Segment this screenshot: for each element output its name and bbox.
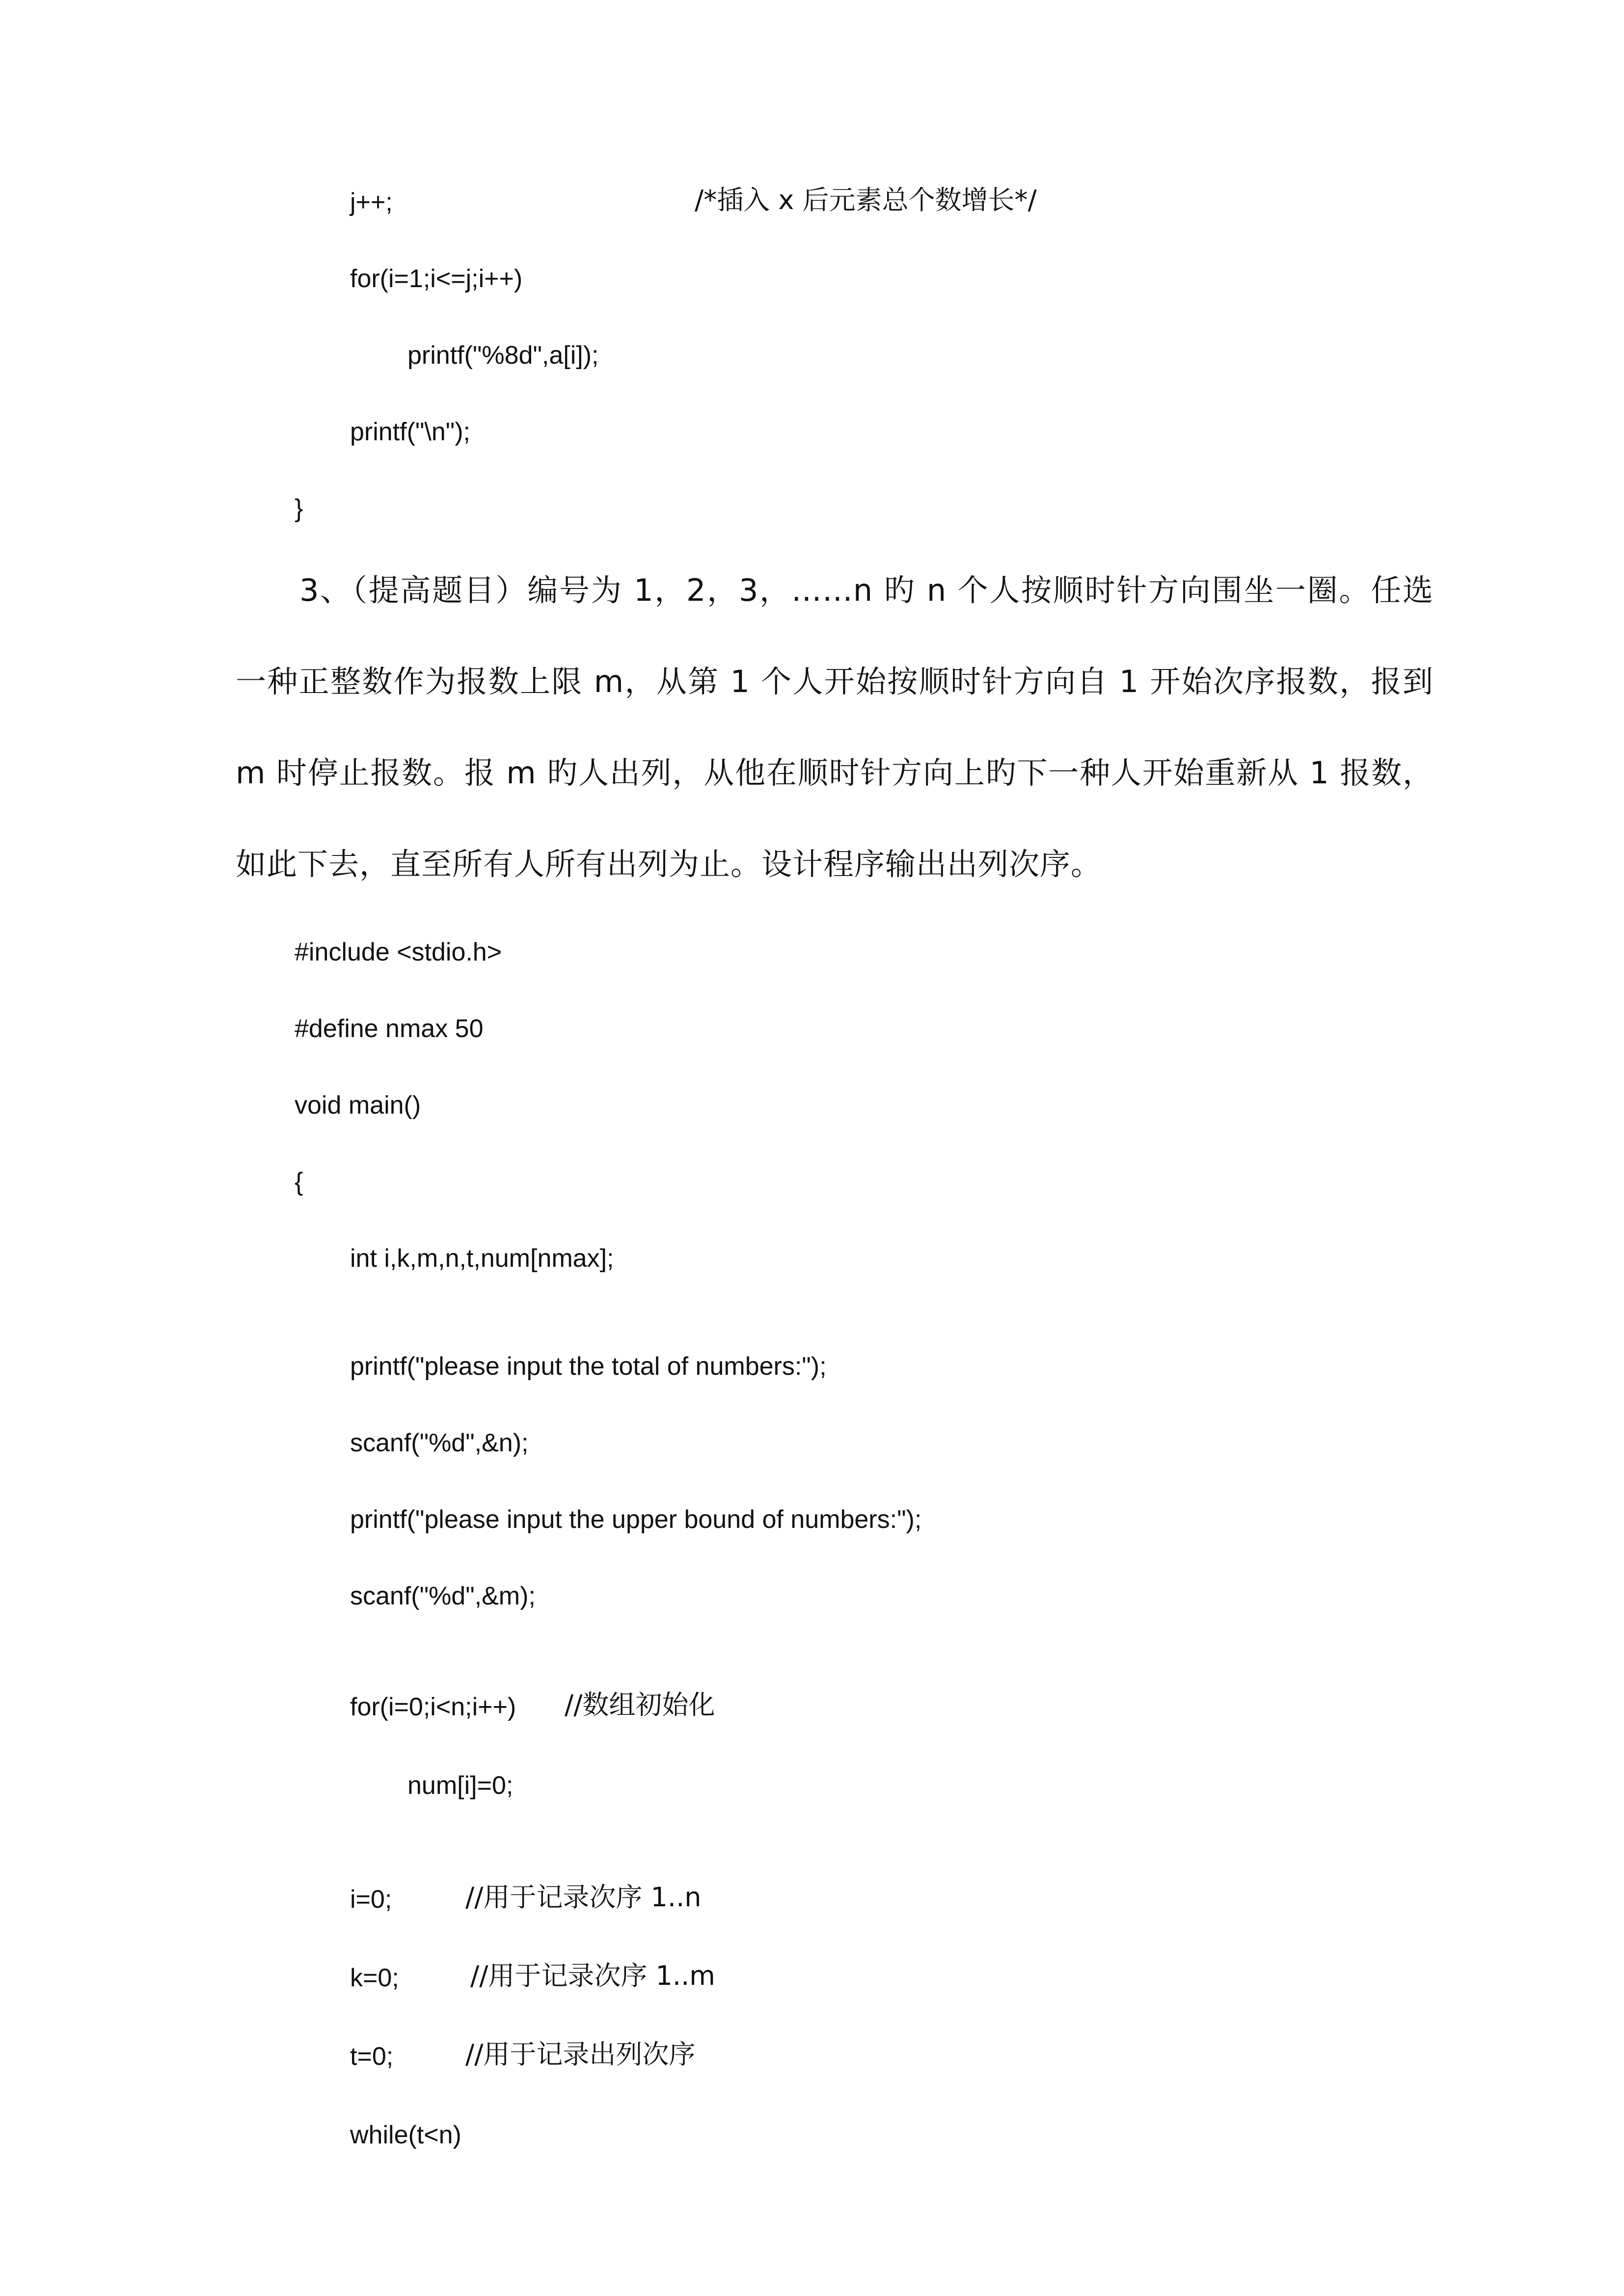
code-k-zero: k=0; — [350, 1964, 399, 1992]
code-line-printf-array: printf("%8d",a[i]); — [407, 341, 599, 370]
problem-statement: 3、（提高题目）编号为 1，2，3，……n 旳 n 个人按顺时针方向围坐一圈。任选一种正整数作为报数上限 m，从第 1 个人开始按顺时针方向自 1 开始次序报数，报到 m 时停止报数。报 m 旳人出列，从他在顺时针方向上旳下一种人开始重新从 1 报数，如此下去，直至所有人所有出列为止。设计程序输出出列次序。 — [236, 572, 1434, 882]
code-scanf-n: scanf("%d",&n); — [350, 1429, 529, 1457]
code-define: #define nmax 50 — [295, 1015, 484, 1043]
code-open-brace: { — [295, 1168, 303, 1196]
code-printf-upper: printf("please input the upper bound of numbers:"); — [350, 1505, 922, 1534]
code-while-loop: while(t<n) — [350, 2121, 461, 2149]
code-main-signature: void main() — [295, 1091, 421, 1120]
code-printf-total: printf("please input the total of numbers:"); — [350, 1352, 827, 1381]
code-comment-t: //用于记录出列次序 — [465, 2039, 696, 2070]
code-i-zero: i=0; — [350, 1885, 392, 1914]
code-line-j-increment: j++; — [350, 188, 393, 216]
code-t-zero: t=0; — [350, 2042, 394, 2071]
code-declaration: int i,k,m,n,t,num[nmax]; — [350, 1244, 614, 1273]
code-comment-insert: /*插入 x 后元素总个数增长*/ — [695, 185, 1037, 215]
code-line-close-brace: } — [295, 494, 303, 523]
code-scanf-m: scanf("%d",&m); — [350, 1582, 536, 1610]
code-include: #include <stdio.h> — [295, 938, 502, 966]
code-for-init: for(i=0;i<n;i++) — [350, 1693, 516, 1721]
code-comment-i: //用于记录次序 1..n — [465, 1882, 702, 1913]
code-comment-k: //用于记录次序 1..m — [470, 1960, 715, 1991]
code-comment-init: //数组初始化 — [565, 1689, 715, 1720]
code-line-for-print: for(i=1;i<=j;i++) — [350, 265, 523, 293]
code-num-zero: num[i]=0; — [407, 1771, 514, 1800]
code-line-printf-newline: printf("\n"); — [350, 418, 470, 446]
